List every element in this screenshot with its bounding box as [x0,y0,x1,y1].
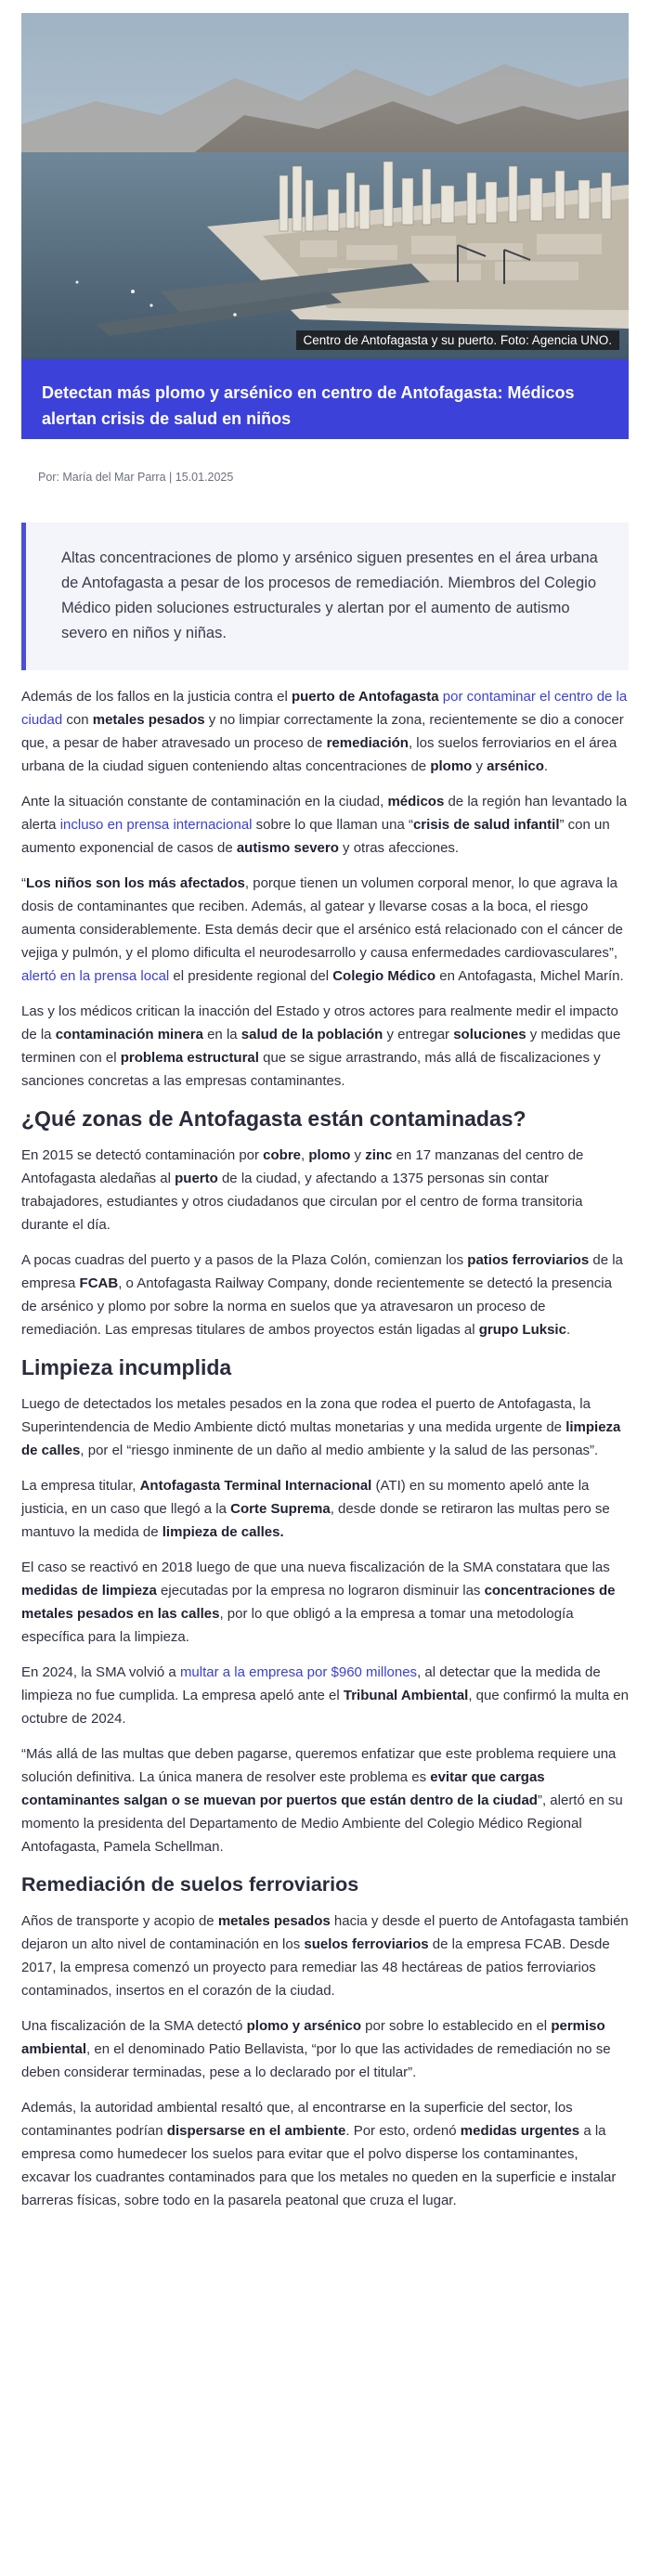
paragraph: Además de los fallos en la justicia contra el puerto de Antofagasta por contaminar el centro de la ciudad con metales pesados y no limpiar correctamente la zona, recientemente se dio a conocer que, a pesar de haber atravesado un proceso de remediación, los suelos ferroviarios en el área urbana de la ciudad siguen conteniendo altas concentraciones de plomo y arsénico. [21,689,628,774]
article-title: Detectan más plomo y arsénico en centro de Antofagasta: Médicos alertan crisis de salud en niños [42,383,575,428]
hero-photo [21,13,629,359]
link-prensa-local[interactable]: alertó en la prensa local [21,968,170,984]
paragraph: Luego de detectados los metales pesados en la zona que rodea el puerto de Antofagasta, la Superintendencia de Medio Ambiente dictó multas monetarias y una medida urgente de limpieza de calles, por el “riesgo inminente de un daño al medio ambiente y la salud de las personas”. [21,1396,621,1458]
byline: Por: María del Mar Parra | 15.01.2025 [38,471,234,484]
photo-caption: Centro de Antofagasta y su puerto. Foto: Agencia UNO. [296,330,619,350]
paragraph: “Los niños son los más afectados, porque tienen un volumen corporal menor, lo que agrava la dosis de contaminantes que reciben. Además, al gatear y llevarse cosas a la boca, el riesgo aumenta considerablemente. Esta demás decir que el arsénico está relacionado con el cáncer de vejiga y pulmón, y el plomo dificulta el neurodesarrollo y causa enfermedades cardiovasculares”, alertó en la prensa local el presidente regional del Colegio Médico en Antofagasta, Michel Marín. [21,875,624,984]
headline-banner [21,359,629,439]
paragraph: Ante la situación constante de contaminación en la ciudad, médicos de la región han levantado la alerta incluso en prensa internacional sobre lo que llaman una “crisis de salud infantil” con un aumento exponencial de casos de autismo severo y otras afecciones. [21,794,628,856]
section-heading: Remediación de suelos ferroviarios [21,1873,359,1896]
paragraph: Años de transporte y acopio de metales pesados hacia y desde el puerto de Antofagasta también dejaron un alto nivel de contaminación en los suelos ferroviarios de la empresa FCAB. Desde 2017, la empresa comenzó un proyecto para remediar las 48 hectáreas de patios ferroviarios contaminados, insertos en el corazón de la ciudad. [21,1913,629,1999]
paragraph: La empresa titular, Antofagasta Terminal Internacional (ATI) en su momento apeló ante la justicia, en un caso que llegó a la Corte Suprema, desde donde se retiraron las multas pero se mantuvo la medida de limpieza de calles. [21,1478,610,1540]
paragraph: Una fiscalización de la SMA detectó plomo y arsénico por sobre lo establecido en el permiso ambiental, en el denominado Patio Bellavista, “por lo que las actividades de remediación no se deben considerar terminadas, pese a lo declarado por el titular”. [21,2018,611,2080]
paragraph: Las y los médicos critican la inacción del Estado y otros actores para realmente medir el impacto de la contaminación minera en la salud de la población y entregar soluciones y medidas que terminen con el problema estructural que se sigue arrastrando, más allá de fiscalizaciones y sanciones concretas a las empresas contaminantes. [21,1003,621,1089]
lead-summary: Altas concentraciones de plomo y arsénico siguen presentes en el área urbana de Antofagasta a pesar de los procesos de remediación. Miembros del Colegio Médico piden soluciones estructurales y alertan por el aumento de autismo severo en niños y niñas. [21,523,629,670]
paragraph: A pocas cuadras del puerto y a pasos de la Plaza Colón, comienzan los patios ferroviarios de la empresa FCAB, o Antofagasta Railway Company, donde recientemente se detectó la presencia de arsénico y plomo por sobre la norma en suelos que ya atravesaron un proceso de remediación. Las empresas titulares de ambos proyectos están ligadas al grupo Luksic. [21,1252,623,1338]
paragraph: “Más allá de las multas que deben pagarse, queremos enfatizar que este problema requiere una solución definitiva. La única manera de resolver este problema es evitar que cargas contaminantes salgan o se muevan por puertos que están dentro de la ciudad”, alertó en su momento la presidenta del Departamento de Medio Ambiente del Colegio Médico Regional Antofagasta, Pamela Schellman. [21,1746,623,1855]
paragraph: En 2024, la SMA volvió a multar a la empresa por $960 millones, al detectar que la medida de limpieza no fue cumplida. La empresa apeló ante el Tribunal Ambiental, que confirmó la multa en octubre de 2024. [21,1664,629,1727]
link-contaminar-centro[interactable]: por contaminar el centro de la ciudad [21,689,628,728]
paragraph: Además, la autoridad ambiental resaltó que, al encontrarse en la superficie del sector, los contaminantes podrían dispersarse en el ambiente. Por esto, ordenó medidas urgentes a la empresa como humedecer los suelos para evitar que el polvo disperse los contaminantes, excavar los cuadrantes contaminados para que los metales no queden en la superficie e instalar barreras físicas, sobre todo en la pasarela peatonal que cruza el lugar. [21,2100,617,2208]
paragraph: En 2015 se detectó contaminación por cobre, plomo y zinc en 17 manzanas del centro de Antofagasta aledañas al puerto de la ciudad, y afectando a 1375 personas sin contar trabajadores, estudiantes y otros ciudadanos que circulan por el centro de forma transitoria durante el día. [21,1147,584,1233]
section-heading: Limpieza incumplida [21,1355,232,1379]
section-heading: ¿Qué zonas de Antofagasta están contaminadas? [21,1107,526,1131]
link-multa-960-millones[interactable]: multar a la empresa por $960 millones [179,1664,418,1680]
link-prensa-internacional[interactable]: incluso en prensa internacional [59,817,253,833]
article-body [21,670,629,2212]
paragraph: El caso se reactivó en 2018 luego de que una nueva fiscalización de la SMA constatara que las medidas de limpieza ejecutadas por la empresa no lograron disminuir las concentraciones de metales pesados en las calles, por lo que obligó a la empresa a tomar una metodología específica para la limpieza. [21,1560,616,1645]
antofagasta-city-photo [21,13,629,359]
